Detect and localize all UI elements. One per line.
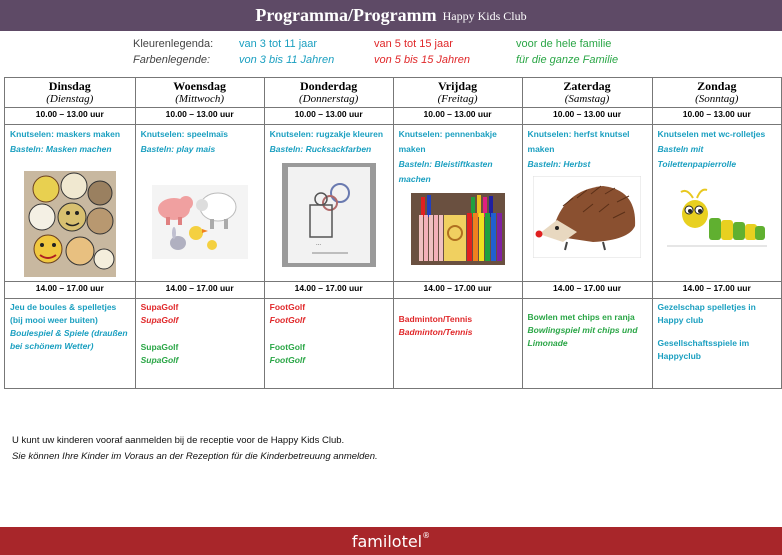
morning-activity: Knutselen: speelmaïs Basteln: play mais: [135, 125, 264, 282]
brand-logo: familotel: [351, 531, 423, 551]
time-slot: 10.00 – 13.00 uur: [393, 108, 522, 125]
time-slot: 14.00 – 17.00 uur: [135, 282, 264, 299]
legend-cyan-de: von 3 bis 11 Jahren: [239, 54, 335, 66]
schedule-table: [4, 77, 782, 389]
masks-craft-photo: [24, 171, 116, 277]
pencil-holder-photo: [411, 193, 505, 265]
day-header: Zaterdag (Samstag): [522, 78, 652, 108]
time-slot: 10.00 – 13.00 uur: [264, 108, 393, 125]
time-slot: 14.00 – 17.00 uur: [5, 282, 136, 299]
legend-red-de: von 5 bis 15 Jahren: [374, 54, 471, 66]
day-header: Vrijdag (Freitag): [393, 78, 522, 108]
morning-activity: Knutselen: rugzakje kleuren Basteln: Rucksackfarben ...: [264, 125, 393, 282]
morning-activity: Knutselen met wc-rolletjes Basteln mit Toilettenpapierrolle: [652, 125, 781, 282]
hedgehog-photo: [533, 176, 641, 258]
backpack-photo: [282, 163, 376, 267]
svg-text:...: ...: [315, 241, 321, 247]
time-slot: 10.00 – 13.00 uur: [5, 108, 136, 125]
time-slot: 14.00 – 17.00 uur: [652, 282, 781, 299]
brand-footer: familotel ®: [0, 527, 782, 555]
time-slot: 14.00 – 17.00 uur: [393, 282, 522, 299]
afternoon-activity: SupaGolf SupaGolf SupaGolf SupaGolf: [135, 299, 264, 389]
afternoon-time-row: [5, 282, 782, 299]
time-slot: 14.00 – 17.00 uur: [264, 282, 393, 299]
legend-label-nl: Kleurenlegenda:: [133, 38, 214, 50]
registration-note: [12, 433, 378, 465]
legend-red-nl: van 5 tot 15 jaar: [374, 38, 453, 50]
day-header: Donderdag (Donnerstag): [264, 78, 393, 108]
page-header: [0, 0, 782, 31]
legend-label-de: Farbenlegende:: [133, 54, 211, 66]
day-header-row: [5, 78, 782, 108]
page-subtitle: Happy Kids Club: [442, 9, 527, 23]
registration-note-nl: U kunt uw kinderen vooraf aanmelden bij de receptie voor de Happy Kids Club.: [12, 435, 345, 446]
morning-activity: Knutselen: maskers maken Basteln: Masken machen: [5, 125, 136, 282]
day-header: Woensdag (Mittwoch): [135, 78, 264, 108]
morning-time-row: [5, 108, 782, 125]
time-slot: 10.00 – 13.00 uur: [135, 108, 264, 125]
legend-cyan-nl: van 3 tot 11 jaar: [239, 38, 318, 50]
afternoon-activity: Badminton/Tennis Badminton/Tennis: [393, 299, 522, 389]
time-slot: 14.00 – 17.00 uur: [522, 282, 652, 299]
morning-activity-row: [5, 125, 782, 282]
page-title: Programma/Programm: [255, 5, 437, 25]
registration-note-de: Sie können Ihre Kinder im Voraus an der Rezeption für die Kinderbetreuung anmelden.: [12, 451, 378, 462]
play-corn-animals-photo: [152, 185, 248, 259]
legend-green-de: für die ganze Familie: [516, 54, 619, 66]
time-slot: 10.00 – 13.00 uur: [522, 108, 652, 125]
day-header: Zondag (Sonntag): [652, 78, 781, 108]
afternoon-activity: Jeu de boules & spelletjes (bij mooi weer buiten) Boulespiel & Spiele (draußen bei schönem Wetter): [5, 299, 136, 389]
legend-green-nl: voor de hele familie: [516, 38, 612, 50]
afternoon-activity: Gezelschap spelletjes in Happy club Gesellschaftsspiele im Happyclub: [652, 299, 781, 389]
afternoon-activity: FootGolf FootGolf FootGolf FootGolf: [264, 299, 393, 389]
caterpillar-photo: [667, 184, 767, 254]
day-header: Dinsdag (Dienstag): [5, 78, 136, 108]
morning-activity: Knutselen: pennenbakje maken Basteln: Bleistiftkasten machen: [393, 125, 522, 282]
afternoon-activity: Bowlen met chips en ranja Bowlingspiel mit chips und Limonade: [522, 299, 652, 389]
time-slot: 10.00 – 13.00 uur: [652, 108, 781, 125]
afternoon-activity-row: [5, 299, 782, 389]
morning-activity: Knutselen: herfst knutsel maken Basteln: Herbst: [522, 125, 652, 282]
